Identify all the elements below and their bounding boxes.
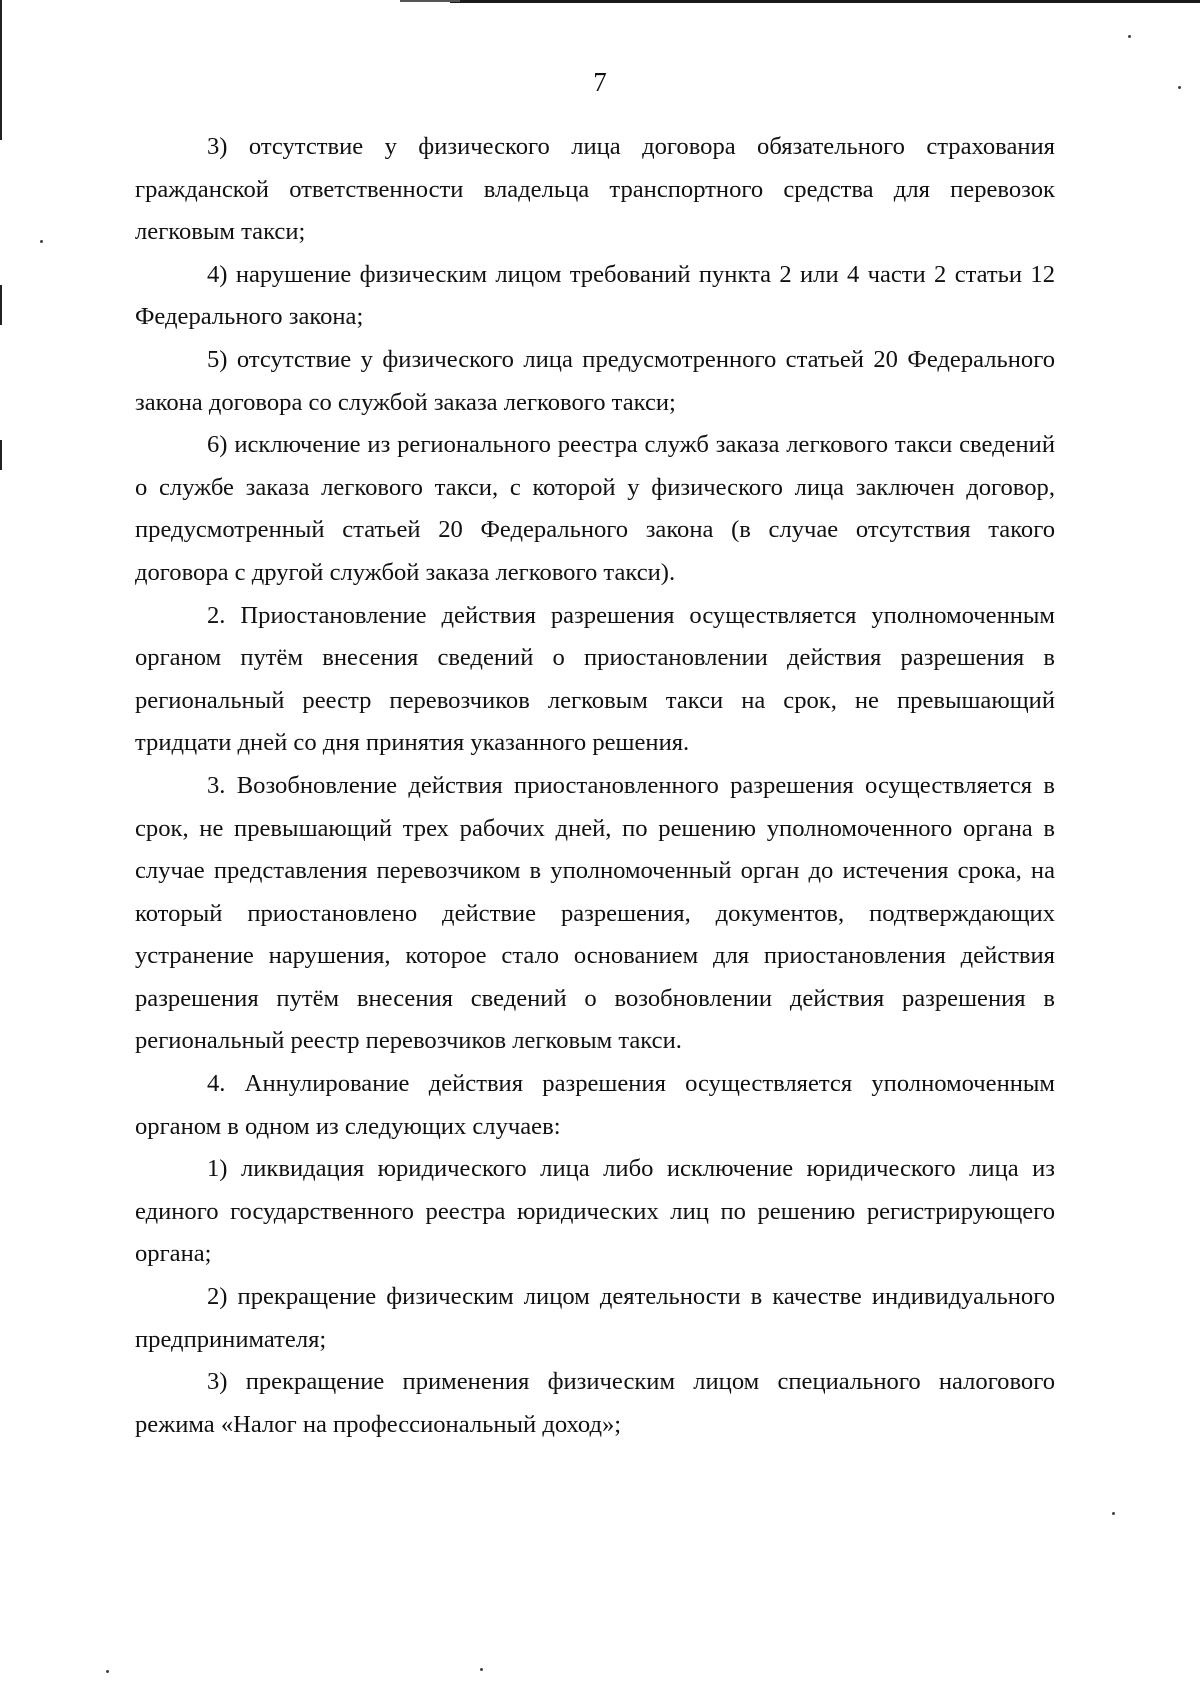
scan-speck bbox=[40, 240, 43, 243]
scan-artifact-top-line-short bbox=[400, 0, 460, 2]
scan-speck bbox=[1112, 1512, 1115, 1515]
paragraph: 2) прекращение физическим лицом деятельности в качестве индивидуального предпринимателя; bbox=[135, 1283, 1055, 1353]
paragraph: 4. Аннулирование действия разрешения осуществляется уполномоченным органом в одном из следующих случаев: bbox=[135, 1070, 1055, 1140]
paragraph: 1) ликвидация юридического лица либо исключение юридического лица из единого государственного реестра юридических лиц по решению регистрирующего органа; bbox=[135, 1155, 1055, 1268]
page-number: 7 bbox=[593, 67, 607, 97]
document-body bbox=[135, 126, 1055, 1446]
scan-artifact-left-edge bbox=[0, 440, 2, 470]
paragraph: 3. Возобновление действия приостановленного разрешения осуществляется в срок, не превышающий трех рабочих дней, по решению уполномоченного органа в случае представления перевозчиком в уполномоченный орган до истечения срока, на который приостановлено действие разрешения, документов, подтверждающих устранение нарушения, которое стало основанием для приостановления действия разрешения путём внесения сведений о возобновлении действия разрешения в региональный реестр перевозчиков легковым такси. bbox=[135, 771, 1055, 1055]
paragraph: 6) исключение из регионального реестра служб заказа легкового такси сведений о службе заказа легкового такси, с которой у физического лица заключен договор, предусмотренный статьей 20 Федерального закона (в случае отсутствия такого договора с другой службой заказа легкового такси). bbox=[135, 431, 1055, 586]
paragraph: 3) прекращение применения физическим лицом специального налогового режима «Налог на профессиональный доход»; bbox=[135, 1368, 1055, 1438]
scan-artifact-left-edge bbox=[0, 285, 2, 325]
paragraph: 2. Приостановление действия разрешения осуществляется уполномоченным органом путём внесения сведений о приостановлении действия разрешения в региональный реестр перевозчиков легковым такси на срок, не превышающий тридцати дней со дня принятия указанного решения. bbox=[135, 601, 1055, 757]
scan-speck bbox=[106, 1670, 109, 1673]
scan-speck bbox=[480, 1668, 483, 1671]
paragraph: 3) отсутствие у физического лица договора обязательного страхования гражданской ответственности владельца транспортного средства для перевозок легковым такси; bbox=[135, 133, 1055, 246]
paragraph: 5) отсутствие у физического лица предусмотренного статьей 20 Федерального закона договора со службой заказа легкового такси; bbox=[135, 345, 1055, 416]
scan-artifact-top-line bbox=[450, 0, 1200, 3]
paragraph: 4) нарушение физическим лицом требований пункта 2 или 4 части 2 статьи 12 Федерального закона; bbox=[135, 260, 1055, 331]
scan-speck bbox=[1128, 35, 1131, 38]
